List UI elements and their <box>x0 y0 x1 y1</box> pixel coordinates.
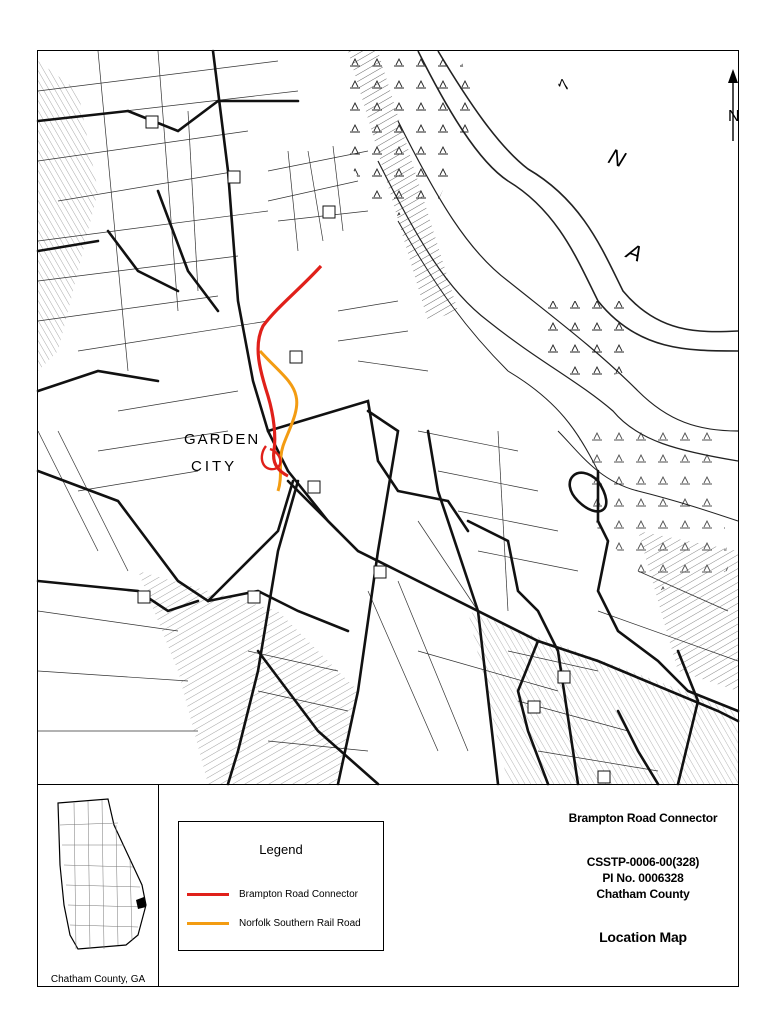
project-name: Brampton Road Connector <box>568 811 718 825</box>
inset-caption: Chatham County, GA <box>50 974 146 985</box>
project-number: CSSTP-0006-00(328) <box>586 855 700 869</box>
brampton-road-connector-line <box>258 266 321 476</box>
legend-swatch-red <box>187 893 229 896</box>
place-name-line2: CITY <box>191 458 238 475</box>
map-canvas <box>38 51 738 784</box>
north-label: N <box>728 108 740 125</box>
place-name-line1: GARDEN <box>184 431 261 448</box>
project-county: Chatham County <box>596 887 690 901</box>
map-info-panel <box>38 784 738 987</box>
legend-label: Norfolk Southern Rail Road <box>239 918 361 929</box>
legend-item-brampton <box>187 889 358 900</box>
marsh-glyph-2: N <box>605 143 629 173</box>
map-title: Location Map <box>599 929 687 945</box>
legend-title: Legend <box>259 842 303 857</box>
location-map <box>38 51 738 784</box>
legend-swatch-orange <box>187 922 229 925</box>
georgia-outline <box>38 785 158 970</box>
map-sheet <box>37 50 739 987</box>
legend-label: Brampton Road Connector <box>239 889 358 900</box>
marsh-areas <box>38 51 738 784</box>
marsh-glyph-3: A <box>623 238 646 267</box>
project-pi: PI No. 0006328 <box>602 871 684 885</box>
state-inset-map <box>38 785 159 987</box>
legend-item-norfolk <box>187 918 361 929</box>
north-arrow-icon <box>728 69 738 141</box>
marsh-glyph-1: ﾍ <box>558 74 568 96</box>
legend <box>178 821 384 951</box>
